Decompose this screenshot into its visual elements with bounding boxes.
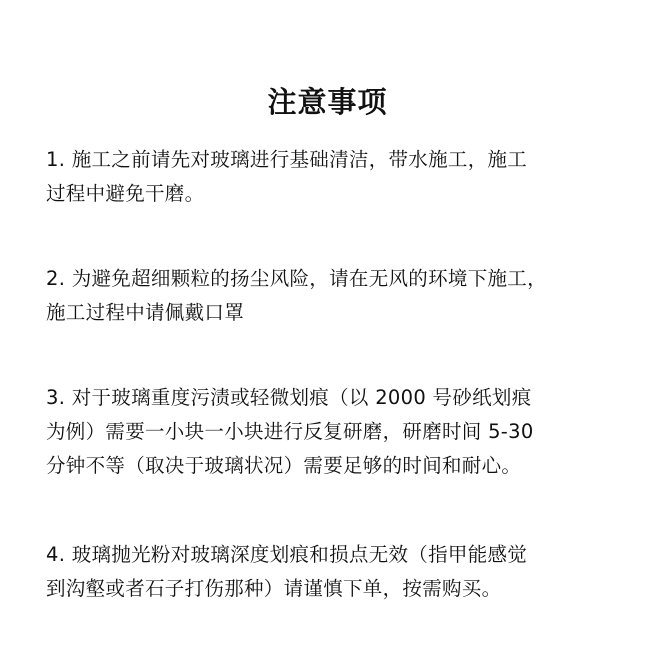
notice-item-1 [46,143,616,211]
notice-item-1-line-1: 1. 施工之前请先对玻璃进行基础清洁，带水施工，施工 [46,148,528,171]
notice-item-3-line-3: 分钟不等（取决于玻璃状况）需要足够的时间和耐心。 [46,454,522,477]
notice-item-3 [46,381,616,483]
notice-item-2-line-1: 2. 为避免超细颗粒的扬尘风险，请在无风的环境下施工， [46,267,547,290]
notice-item-1-line-2: 过程中避免干磨。 [46,182,205,205]
page-title: 注意事项 [267,85,388,119]
notice-item-2 [46,262,616,330]
notice-item-4-line-1: 4. 玻璃抛光粉对玻璃深度划痕和损点无效（指甲能感觉 [46,543,528,566]
notice-item-4-line-2: 到沟壑或者石子打伤那种）请谨慎下单，按需购买。 [46,577,502,600]
notice-item-3-line-1: 3. 对于玻璃重度污渍或轻微划痕（以 2000 号砂纸划痕 [46,386,532,409]
notice-item-2-line-2: 施工过程中请佩戴口罩 [46,301,245,324]
notice-item-3-line-2: 为例）需要一小块一小块进行反复研磨，研磨时间 5-30 [46,420,534,443]
notice-item-4 [46,538,616,606]
